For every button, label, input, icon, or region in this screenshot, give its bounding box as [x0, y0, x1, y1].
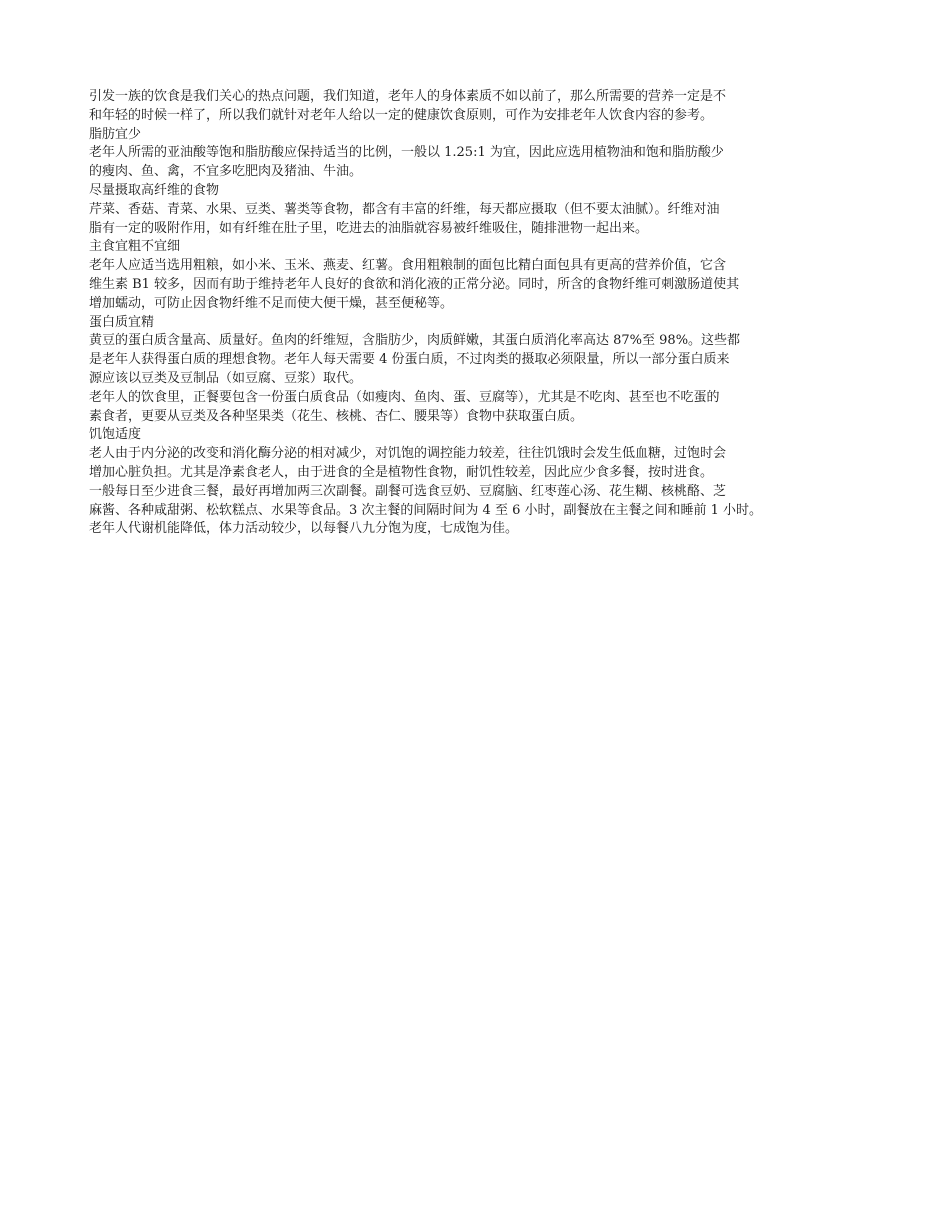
paragraph-line: 增加心脏负担。尤其是净素食老人，由于进食的全是植物性食物，耐饥性较差，因此应少食多餐，按时进食。 — [89, 464, 714, 480]
section-heading-hunger: 饥饱适度 — [89, 427, 142, 443]
section-heading-grains: 主食宜粗不宜细 — [89, 239, 181, 255]
paragraph-line: 增加蠕动，可防止因食物纤维不足而使大便干燥，甚至便秘等。 — [89, 295, 454, 311]
intro-line-2: 和年轻的时候一样了，所以我们就针对老年人给以一定的健康饮食原则，可作为安排老年人饮食内容的参考。 — [89, 107, 714, 123]
paragraph-line: 的瘦肉、鱼、禽，不宜多吃肥肉及猪油、牛油。 — [89, 164, 363, 180]
paragraph-line: 黄豆的蛋白质含量高、质量好。鱼肉的纤维短，含脂肪少，肉质鲜嫩，其蛋白质消化率高达 87%至 98%。这些都 — [89, 333, 741, 349]
paragraph-line: 麻酱、各种咸甜粥、松软糕点、水果等食品。3 次主餐的间隔时间为 4 至 6 小时，副餐放在主餐之间和睡前 1 小时。 — [89, 502, 763, 518]
paragraph-line: 维生素 B1 较多，因而有助于维持老年人良好的食欲和消化液的正常分泌。同时，所含的食物纤维可刺激肠道使其 — [89, 276, 740, 292]
paragraph-line: 老年人代谢机能降低，体力活动较少，以每餐八九分饱为度，七成饱为佳。 — [89, 521, 519, 537]
section-heading-fat: 脂肪宜少 — [89, 126, 142, 142]
intro-line-1: 引发一族的饮食是我们关心的热点问题，我们知道，老年人的身体素质不如以前了，那么所需要的营养一定是不 — [89, 89, 727, 104]
paragraph-line: 老年人所需的亚油酸等饱和脂肪酸应保持适当的比例，一般以 1.25:1 为宜，因此应选用植物油和饱和脂肪酸少 — [89, 145, 724, 161]
document-body — [89, 88, 879, 539]
paragraph-line: 老人由于内分泌的改变和消化酶分泌的相对减少，对饥饱的调控能力较差，往往饥饿时会发生低血糖，过饱时会 — [89, 446, 727, 462]
paragraph-line: 脂有一定的吸附作用，如有纤维在肚子里，吃进去的油脂就容易被纤维吸住，随排泄物一起出来。 — [89, 220, 649, 236]
section-heading-fiber: 尽量摄取高纤维的食物 — [89, 182, 220, 198]
paragraph-line: 老年人应适当选用粗粮，如小米、玉米、燕麦、红薯。食用粗粮制的面包比精白面包具有更高的营养价值，它含 — [89, 258, 727, 274]
section-heading-protein: 蛋白质宜精 — [89, 314, 155, 330]
paragraph-line: 芹菜、香菇、青菜、水果、豆类、薯类等食物，都含有丰富的纤维，每天都应摄取（但不要太油腻）。纤维对油 — [89, 201, 720, 217]
paragraph-line: 素食者，更要从豆类及各种坚果类（花生、核桃、杏仁、腰果等）食物中获取蛋白质。 — [89, 408, 584, 424]
paragraph-line: 一般每日至少进食三餐，最好再增加两三次副餐。副餐可选食豆奶、豆腐脑、红枣莲心汤、花生糊、核桃酪、芝 — [89, 483, 727, 499]
paragraph-line: 源应该以豆类及豆制品（如豆腐、豆浆）取代。 — [89, 370, 363, 386]
paragraph-line: 老年人的饮食里，正餐要包含一份蛋白质食品（如瘦肉、鱼肉、蛋、豆腐等），尤其是不吃肉、甚至也不吃蛋的 — [89, 389, 720, 405]
paragraph-line: 是老年人获得蛋白质的理想食物。老年人每天需要 4 份蛋白质，不过肉类的摄取必须限量，所以一部分蛋白质来 — [89, 352, 730, 368]
